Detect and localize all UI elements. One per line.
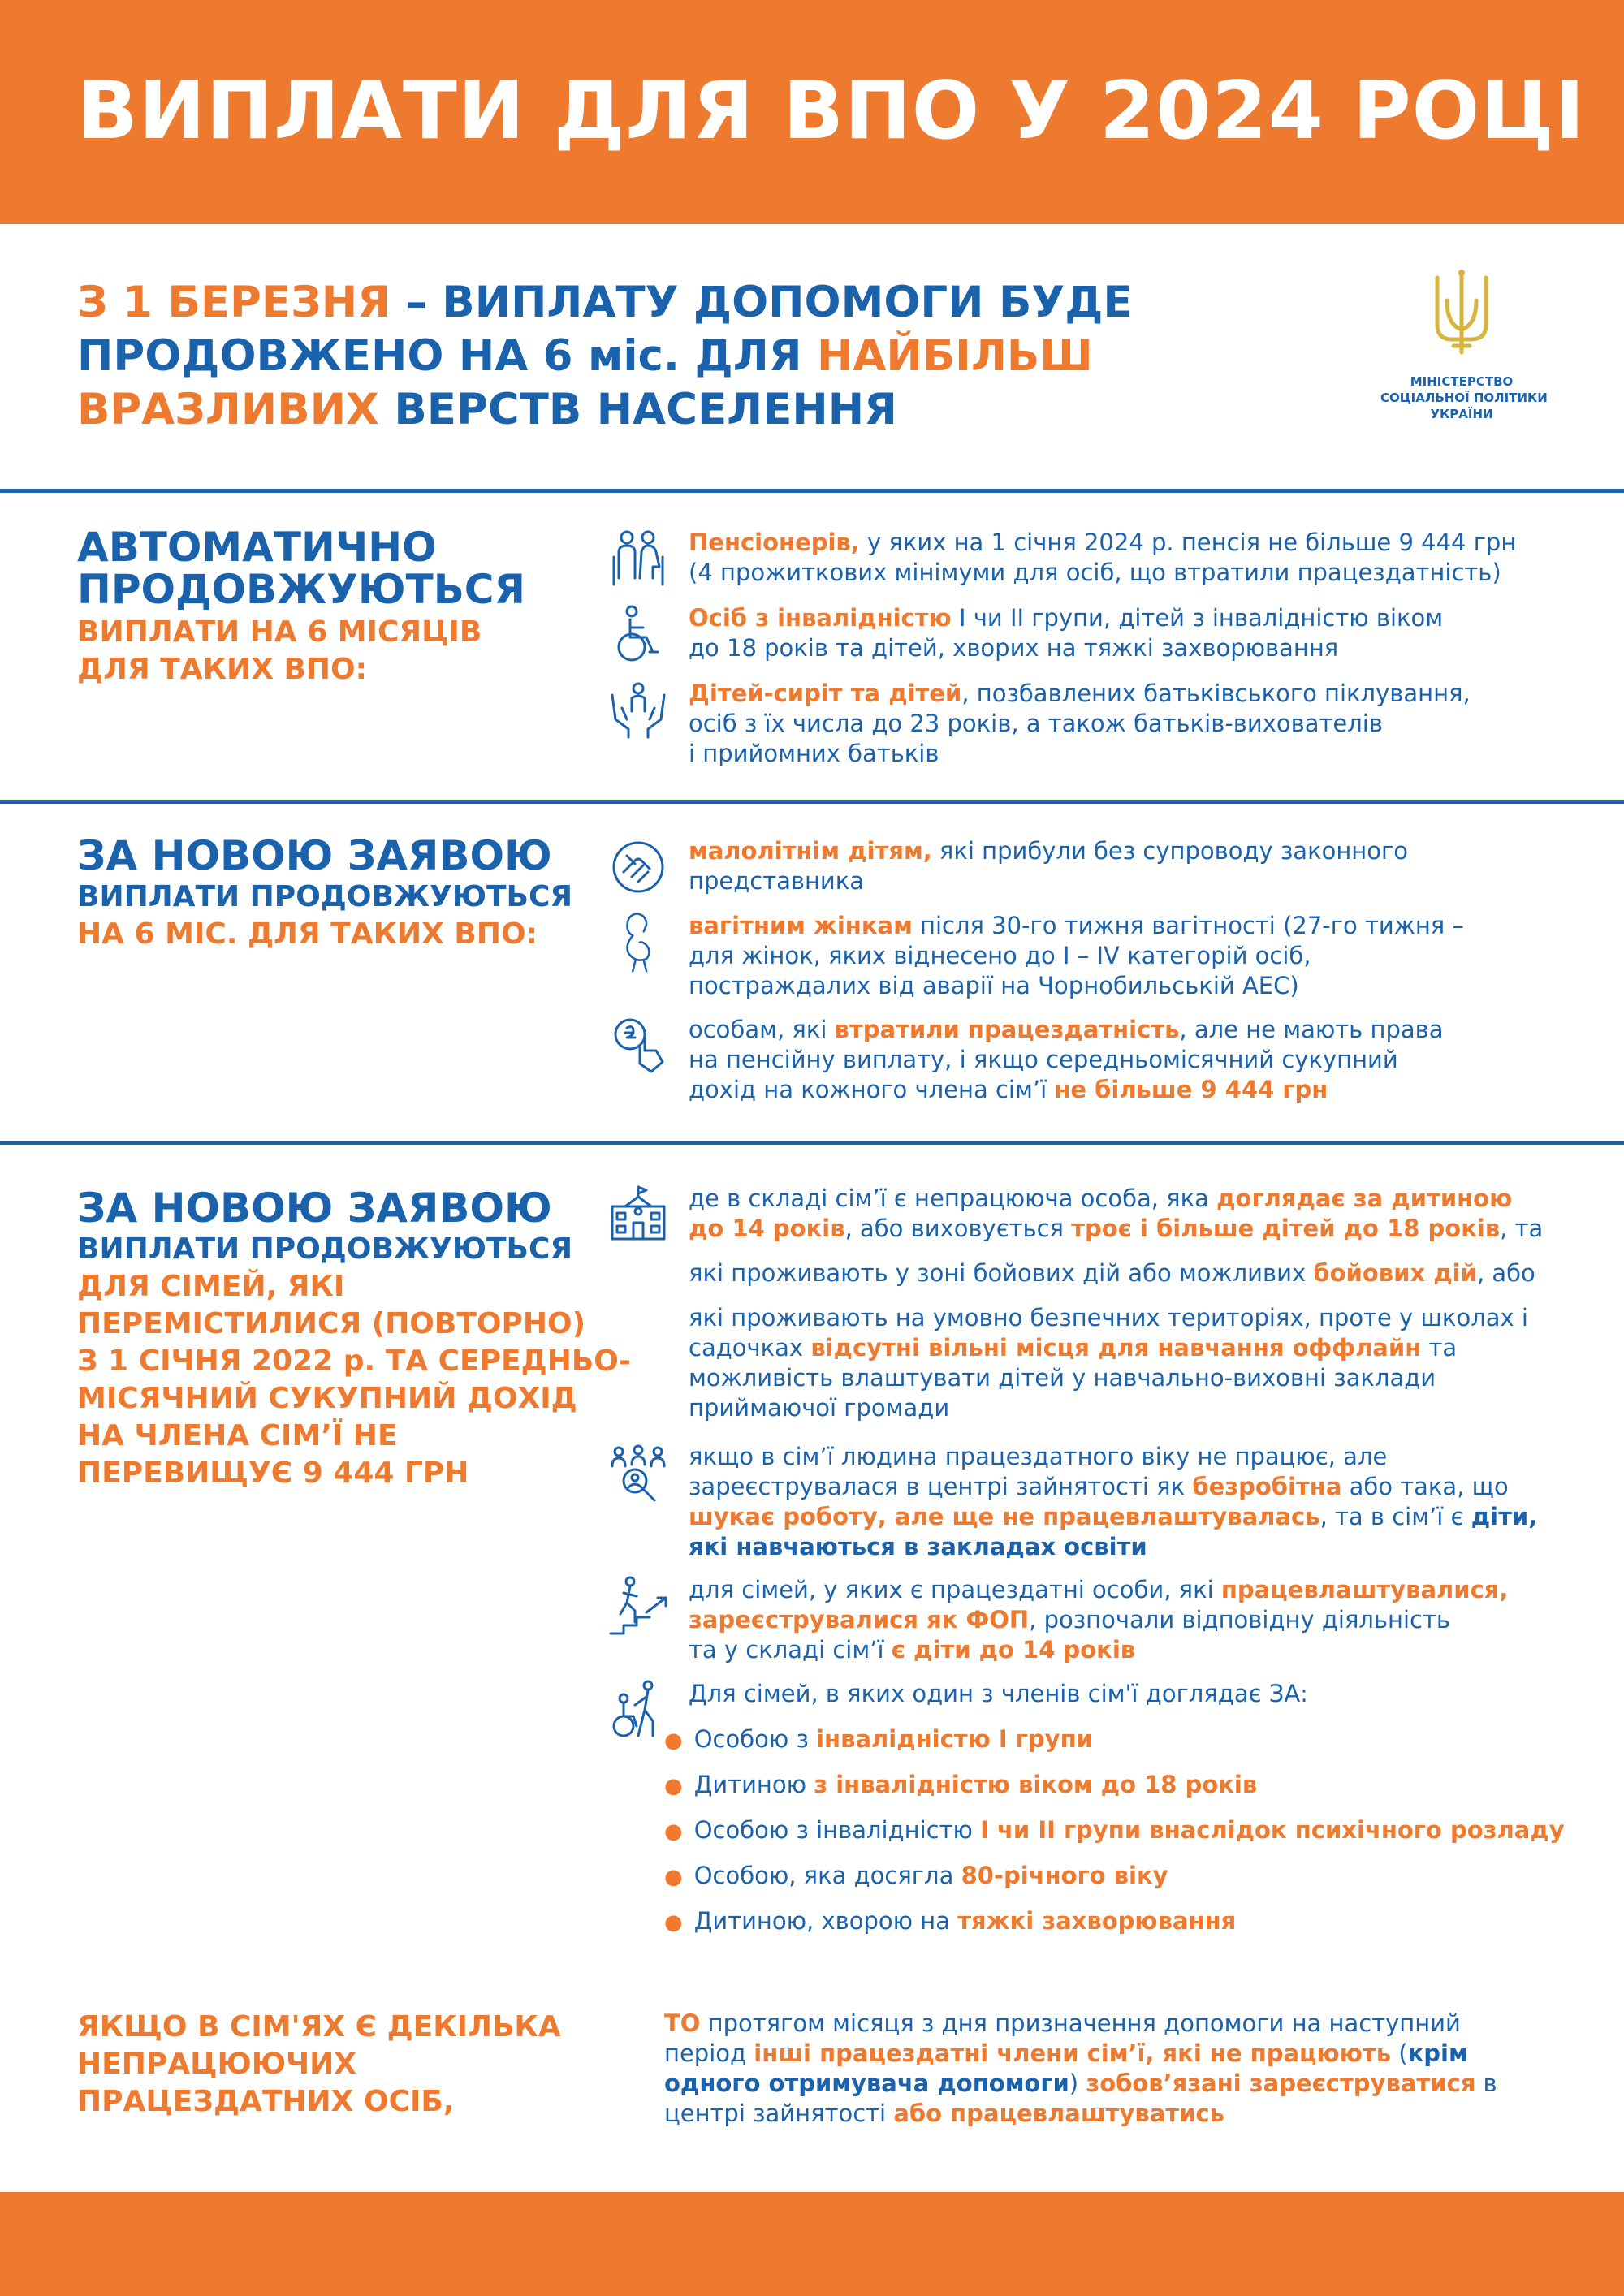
item-highlight: втратили працездатність (834, 1016, 1180, 1043)
ministry-name-line3: УКРАЇНИ (1430, 407, 1493, 421)
footer-text: в (1475, 2069, 1497, 2097)
item-text: якщо в сім’ї людина працездатного віку не працює, але (689, 1443, 1388, 1470)
bullet-dot-icon: ● (664, 1910, 683, 1935)
coin-hand-icon (607, 1015, 669, 1077)
section1-subtitle-2: ДЛЯ ТАКИХ ВПО: (77, 653, 368, 686)
section-divider (0, 1141, 1624, 1145)
item-highlight: до 14 років (689, 1215, 845, 1242)
wheelchair-icon (607, 603, 669, 665)
footer-condition-line: ЯКЩО В СІМ'ЯХ Є ДЕКІЛЬКА (77, 2010, 561, 2044)
item-text: та у складі сім’ї (689, 1636, 892, 1664)
caregiver-icon (607, 1679, 669, 1741)
item-text: для сімей, у яких є працездатні особи, які (689, 1576, 1221, 1603)
item-text: які прибули без супроводу законного (931, 837, 1408, 865)
item-text: , та (1500, 1215, 1544, 1242)
item-highlight: зареєструвалися як ФОП (689, 1606, 1030, 1634)
section3-condition: МІСЯЧНИЙ СУКУПНИЙ ДОХІД (77, 1382, 577, 1415)
trident-emblem-icon (1429, 268, 1494, 357)
bullet-highlight: з інвалідністю віком до 18 років (814, 1771, 1258, 1798)
section2-subtitle-1: ВИПЛАТИ ПРОДОВЖУЮТЬСЯ (77, 880, 573, 913)
pregnant-woman-icon (607, 911, 669, 973)
item-text: які проживають у зоні бойових дій або можливих (689, 1259, 1314, 1287)
bullet-text: Дитиною, хворою на (693, 1907, 958, 1935)
section1-heading (77, 526, 525, 688)
item-text: після 30-го тижня вагітності (27-го тижня – (912, 912, 1464, 939)
section3-heading (77, 1187, 631, 1492)
item-highlight: безробітна (1192, 1473, 1342, 1500)
item-text: осіб з їх числа до 23 років, а також батьків-вихователів (689, 710, 1383, 737)
footer-text: ) (1069, 2069, 1086, 2097)
item-text: у яких на 1 січня 2024 р. пенсія не більше 9 444 грн (859, 529, 1517, 556)
bullet-text: Особою з (693, 1725, 817, 1753)
school-building-icon (607, 1184, 669, 1245)
item-text: можливість влаштувати дітей у навчально-виховні заклади (689, 1364, 1436, 1392)
item-text: I чи II групи, дітей з інвалідністю віком (951, 604, 1444, 632)
intro-text-2: ПРОДОВЖЕНО НА 6 міс. ДЛЯ (77, 331, 817, 381)
ministry-name-line2: СОЦІАЛЬНОЇ ПОЛІТИКИ (1380, 391, 1548, 405)
item-highlight: відсутні вільні місця для навчання оффлайн (810, 1334, 1422, 1362)
item-text: для жінок, яких віднесено до I – IV категорій осіб, (689, 942, 1311, 969)
section-divider (0, 800, 1624, 804)
bullet-item (664, 1815, 1565, 1847)
bullet-dot-icon: ● (664, 1728, 683, 1753)
section1-subtitle-1: ВИПЛАТИ НА 6 МІСЯЦІВ (77, 615, 482, 649)
footer-highlight: або працевлаштуватись (893, 2100, 1224, 2127)
section3-condition: ДЛЯ СІМЕЙ, ЯКІ (77, 1270, 345, 1303)
item-text: , але не мають права (1179, 1016, 1444, 1043)
bullet-highlight: 80-річного віку (961, 1862, 1168, 1889)
bullet-highlight: інвалідністю I групи (816, 1725, 1093, 1753)
item-highlight: працевлаштувалися, (1220, 1576, 1509, 1603)
section2-subtitle-2: НА 6 МІС. ДЛЯ ТАКИХ ВПО: (77, 917, 538, 951)
item-text: , позбавлених батьківського піклування, (961, 680, 1471, 707)
intro-heading (77, 276, 1328, 437)
section-divider (0, 489, 1624, 493)
item-text: або така, що (1341, 1473, 1509, 1500)
caring-hands-icon (607, 679, 669, 740)
footer-condition-line: НЕПРАЦЮЮЧИХ (77, 2048, 356, 2081)
item-text: дохід на кожного члена сім’ї (689, 1076, 1055, 1103)
item-highlight-blue: діти, (1471, 1503, 1538, 1530)
item-text: , та в сім’ї є (1320, 1503, 1471, 1530)
section1-title-2: ПРОДОВЖУЮТЬСЯ (77, 566, 526, 613)
item-text: (4 прожиткових мінімуми для осіб, що втратили працездатність) (689, 559, 1501, 586)
item-text: на пенсійну виплату, і якщо середньомісячний сукупний (689, 1046, 1398, 1073)
item-highlight: малолітнім дітям, (689, 837, 932, 865)
item-highlight: троє і більше дітей до 18 років (1071, 1215, 1501, 1242)
item-text: , або виховується (844, 1215, 1072, 1242)
bullet-dot-icon: ● (664, 1865, 683, 1889)
bullet-text: Особою з інвалідністю (693, 1816, 981, 1844)
item-text: особам, які (689, 1016, 835, 1043)
item-highlight: не більше 9 444 грн (1054, 1076, 1328, 1103)
item-text: і прийомних батьків (689, 740, 939, 767)
footer-highlight: зобов’язані зареєструватися (1086, 2069, 1476, 2097)
ministry-name-line1: МІНІСТЕРСТВО (1410, 374, 1514, 389)
item-highlight: бойових дій (1313, 1259, 1477, 1287)
bullet-item (664, 1770, 1257, 1802)
elderly-couple-icon (607, 528, 669, 589)
bullet-item (664, 1861, 1168, 1892)
section3-title: ЗА НОВОЮ ЗАЯВОЮ (77, 1185, 552, 1232)
ministry-logo (1380, 268, 1548, 447)
bullet-dot-icon: ● (664, 1774, 683, 1798)
item-highlight: є діти до 14 років (891, 1636, 1136, 1664)
bullet-item (664, 1724, 1093, 1756)
item-text: які проживають на умовно безпечних територіях, проте у школах і (689, 1304, 1528, 1331)
item-text: зареєструвалася в центрі зайнятості як (689, 1473, 1193, 1500)
child-hand-icon (607, 836, 669, 898)
footer-condition (77, 2009, 561, 2121)
section3-subtitle: ВИПЛАТИ ПРОДОВЖУЮТЬСЯ (77, 1232, 573, 1266)
item-highlight: вагітним жінкам (689, 912, 913, 939)
footer-text: центрі зайнятості (664, 2100, 894, 2127)
section2-title: ЗА НОВОЮ ЗАЯВОЮ (77, 832, 552, 879)
page-title: ВИПЛАТИ ДЛЯ ВПО У 2024 РОЦІ (77, 65, 1586, 158)
item-text: та (1421, 1334, 1458, 1362)
section3-condition: НА ЧЛЕНА СІМ’Ї НЕ (77, 1419, 398, 1452)
item-text: , або (1476, 1259, 1535, 1287)
item-text: до 18 років та дітей, хворих на тяжкі захворювання (689, 634, 1339, 662)
item-text: представника (689, 867, 865, 895)
item-highlight: доглядає за дитиною (1216, 1185, 1513, 1212)
intro-date: З 1 БЕРЕЗНЯ (77, 278, 391, 327)
item-text: приймаючої громади (689, 1394, 950, 1422)
item-highlight: Осіб з інвалідністю (689, 604, 952, 632)
section1-title-1: АВТОМАТИЧНО (77, 524, 437, 571)
footer-text: період (664, 2039, 754, 2067)
item-text: , розпочали відповідну діяльність (1029, 1606, 1450, 1634)
footer-highlight: ТО (664, 2009, 701, 2037)
item-highlight: шукає роботу, але ще не працевлаштувалась (689, 1503, 1320, 1530)
item-text: де в складі сім’ї є непрацююча особа, яка (689, 1185, 1217, 1212)
intro-text-1: – ВИПЛАТУ ДОПОМОГИ БУДЕ (390, 278, 1133, 327)
bullet-text: Дитиною (693, 1771, 814, 1798)
intro-highlight-1: НАЙБІЛЬШ (817, 331, 1093, 381)
bullet-highlight: I чи II групи внаслідок психічного розладу (980, 1816, 1565, 1844)
footer-condition-line: ПРАЦЕЗДАТНИХ ОСІБ, (77, 2085, 455, 2118)
item-text: садочках (689, 1334, 811, 1362)
intro-text-3: ВЕРСТВ НАСЕЛЕННЯ (378, 385, 897, 434)
footer-text: ( (1391, 2039, 1408, 2067)
top-banner (0, 0, 1624, 224)
bullet-dot-icon: ● (664, 1819, 683, 1844)
item-text: постраждалих від аварії на Чорнобильській АЕС) (689, 972, 1299, 999)
item-text: Для сімей, в яких один з членів сім'ї доглядає ЗА: (689, 1680, 1308, 1707)
job-search-icon (607, 1442, 669, 1504)
section3-condition: ПЕРЕВИЩУЄ 9 444 ГРН (77, 1457, 469, 1490)
footer-highlight-blue: одного отримувача допомоги (664, 2069, 1069, 2097)
career-growth-icon (607, 1575, 669, 1637)
footer-highlight-blue: крім (1407, 2039, 1468, 2067)
item-highlight: Дітей-сиріт та дітей (689, 680, 962, 707)
item-highlight: Пенсіонерів, (689, 529, 860, 556)
footer-consequence (664, 2009, 1497, 2129)
item-highlight-blue: які навчаються в закладах освіти (689, 1533, 1147, 1560)
section3-condition: З 1 СІЧНЯ 2022 р. ТА СЕРЕДНЬО- (77, 1344, 631, 1378)
footer-highlight: інші працездатні члени сім’ї, які не працюють (754, 2039, 1392, 2067)
bullet-item (664, 1906, 1236, 1938)
bullet-text: Особою, яка досягла (693, 1862, 961, 1889)
section3-condition: ПЕРЕМІСТИЛИСЯ (ПОВТОРНО) (77, 1307, 586, 1340)
bottom-banner (0, 2192, 1624, 2296)
intro-highlight-2: ВРАЗЛИВИХ (77, 385, 379, 434)
bullet-highlight: тяжкі захворювання (957, 1907, 1237, 1935)
section2-heading (77, 832, 573, 953)
footer-text: протягом місяця з дня призначення допомоги на наступний (700, 2009, 1461, 2037)
